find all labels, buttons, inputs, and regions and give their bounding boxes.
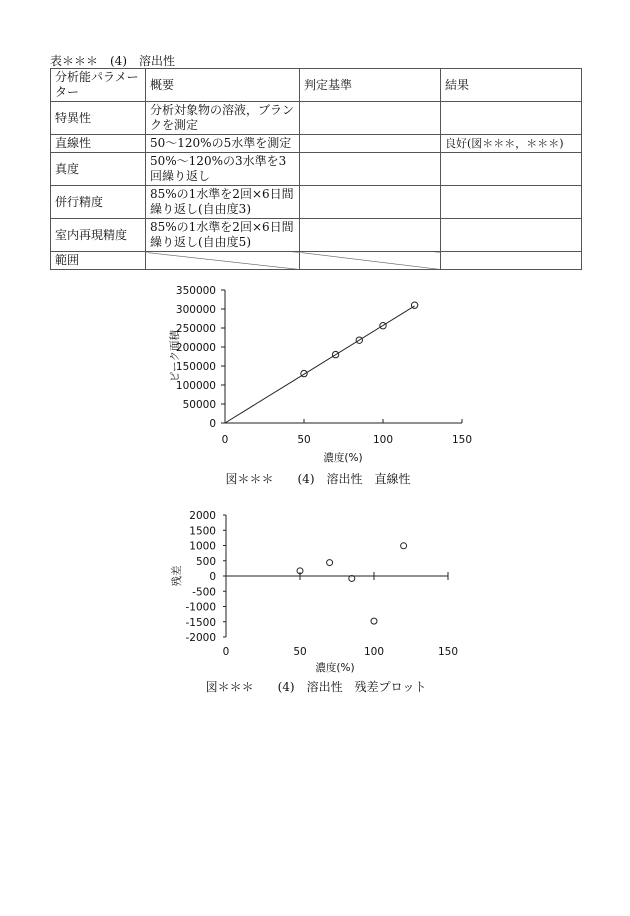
param-cell: 直線性 <box>51 135 146 153</box>
header-cell: 結果 <box>441 69 582 102</box>
x-tick-label: 50 <box>297 434 311 446</box>
y-tick-label: 250000 <box>175 323 216 335</box>
y-tick-label: 150000 <box>175 361 216 373</box>
param-cell: 特異性 <box>51 102 146 135</box>
param-cell: 範囲 <box>51 252 146 270</box>
y-axis-label: 残差 <box>171 565 183 587</box>
result-cell: 良好(図＊＊＊，＊＊＊) <box>441 135 582 153</box>
data-point <box>327 560 333 566</box>
y-tick-label: -1500 <box>185 616 216 629</box>
summary-cell: 85%の1水準を2回×6日間繰り返し(自由度5) <box>146 219 300 252</box>
y-tick-label: -2000 <box>185 632 216 644</box>
fit-line <box>225 306 415 423</box>
x-tick-label: 150 <box>451 434 473 446</box>
y-tick-label: 0 <box>209 418 216 430</box>
y-tick-label: 1000 <box>189 540 216 553</box>
summary-cell: 85%の1水準を2回×6日間繰り返し(自由度3) <box>146 186 300 219</box>
figure-caption: 図＊＊＊ (4) 溶出性 残差プロット <box>205 680 427 694</box>
y-tick-label: 2000 <box>189 510 216 522</box>
x-tick-label: 100 <box>363 646 385 658</box>
param-cell: 室内再現精度 <box>51 219 146 252</box>
y-axis-label: ピーク面積 <box>169 329 181 383</box>
x-axis-label: 濃度(%) <box>323 452 363 464</box>
y-tick-label: -500 <box>192 586 216 599</box>
y-tick-label: -1000 <box>185 601 216 614</box>
data-point <box>301 370 307 376</box>
y-tick-label: 100000 <box>175 380 216 392</box>
y-tick-label: 50000 <box>182 399 216 411</box>
x-axis-label: 濃度(%) <box>315 662 355 674</box>
y-tick-label: 1500 <box>189 525 216 538</box>
header-cell: 概要 <box>146 69 300 102</box>
y-tick-label: 500 <box>195 555 216 568</box>
x-tick-label: 150 <box>437 646 459 658</box>
y-tick-label: 200000 <box>175 342 216 354</box>
y-tick-label: 350000 <box>175 285 216 297</box>
x-tick-label: 50 <box>293 646 307 658</box>
summary-cell: 分析対象物の溶液，ブランクを測定 <box>146 102 300 135</box>
summary-cell: 50～120%の5水準を測定 <box>146 135 300 153</box>
table-title: 表＊＊＊ (4) 溶出性 <box>50 54 175 68</box>
y-tick-label: 0 <box>209 571 216 583</box>
y-tick-label: 300000 <box>175 304 216 316</box>
x-tick-label: 100 <box>372 434 394 446</box>
param-cell: 併行精度 <box>51 186 146 219</box>
param-cell: 真度 <box>51 153 146 186</box>
x-tick-label: 0 <box>222 646 230 658</box>
header-cell: 分析能パラメーター <box>51 69 146 102</box>
data-point <box>411 302 417 308</box>
x-tick-label: 0 <box>221 434 229 446</box>
data-point <box>401 543 407 549</box>
figure-caption: 図＊＊＊ (4) 溶出性 直線性 <box>225 472 411 486</box>
data-point <box>371 618 377 624</box>
summary-cell: 50%～120%の3水準を3回繰り返し <box>146 153 300 186</box>
header-cell: 判定基準 <box>300 69 441 102</box>
